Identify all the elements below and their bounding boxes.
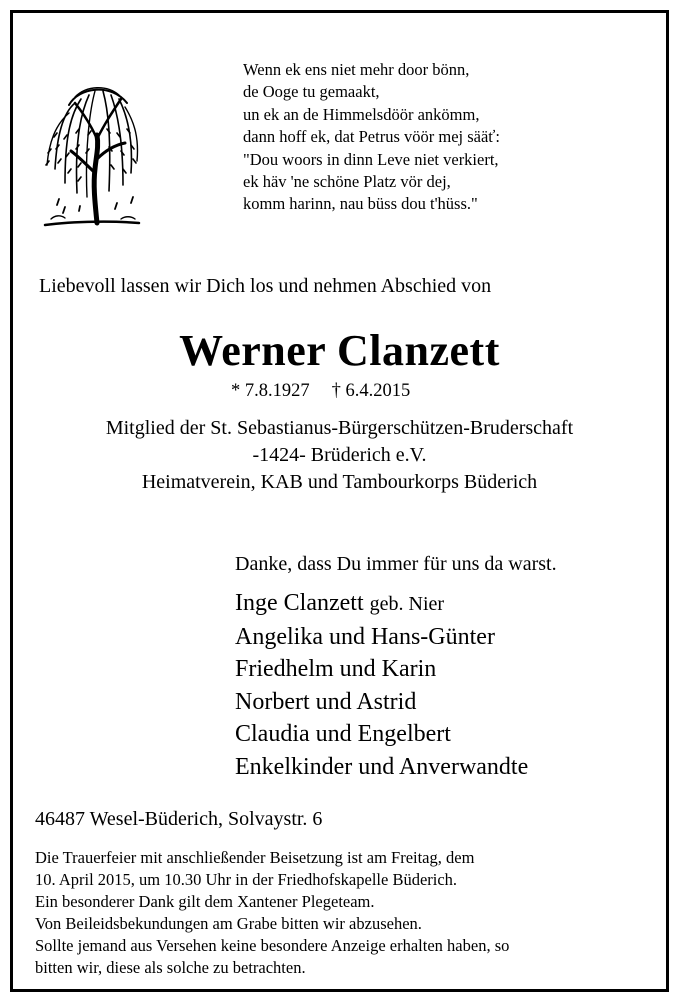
family-member [235,587,528,621]
membership-line: Mitglied der St. Sebastianus-Bürgerschützen-Bruderschaft [105,417,574,439]
family-member: Friedhelm und Karin [235,656,437,682]
poem-line: de Ooge tu gemaakt, [243,82,380,102]
note-line: Sollte jemand aus Versehen keine besondere Anzeige erhalten haben, so [35,936,510,955]
poem-line: komm harinn, nau büss dou t'hüss." [243,194,478,214]
weeping-willow-icon [35,73,145,233]
birth-date: * 7.8.1927 [231,381,310,401]
poem-line: dann hoff ek, dat Petrus vöör mej sääť: [243,127,500,147]
note-line: Ein besonderer Dank gilt dem Xantener Plegeteam. [35,892,375,911]
note-line: 10. April 2015, um 10.30 Uhr in der Friedhofskapelle Büderich. [35,870,458,889]
family-member-name: Inge Clanzett [235,590,364,616]
poem [243,59,500,216]
membership-line: -1424- Brüderich e.V. [252,444,427,466]
obituary-frame [10,10,669,992]
family-member-suffix: geb. Nier [369,593,445,615]
poem-line: "Dou woors in dinn Leve niet verkiert, [243,149,499,169]
note-line: bitten wir, diese als solche zu betrachten. [35,958,306,977]
membership-line: Heimatverein, KAB und Tambourkorps Büderich [141,471,538,493]
family-member: Norbert und Astrid [235,688,417,715]
life-dates [231,381,410,402]
family-list [235,587,528,783]
intro-text: Liebevoll lassen wir Dich los und nehmen Abschied von [39,275,492,297]
note-line: Die Trauerfeier mit anschließender Beisetzung ist am Freitag, dem [35,848,475,867]
death-date: † 6.4.2015 [331,381,411,401]
family-member: Angelika und Hans-Günter [235,623,495,650]
funeral-notes [35,847,509,979]
poem-line: ek häv 'ne schöne Platz vör dej, [243,172,451,192]
note-line: Von Beileidsbekundungen am Grabe bitten wir abzusehen. [35,914,422,933]
address: 46487 Wesel-Büderich, Solvaystr. 6 [35,808,323,830]
poem-line: un ek an de Himmelsdöör ankömm, [243,104,480,124]
family-member: Enkelkinder und Anverwandte [235,753,529,780]
thanks-text: Danke, dass Du immer für uns da warst. [235,553,557,575]
memberships [13,415,666,496]
deceased-name: Werner Clanzett [179,326,500,375]
poem-line: Wenn ek ens niet mehr door bönn, [243,60,470,79]
family-member: Claudia und Engelbert [235,721,451,747]
